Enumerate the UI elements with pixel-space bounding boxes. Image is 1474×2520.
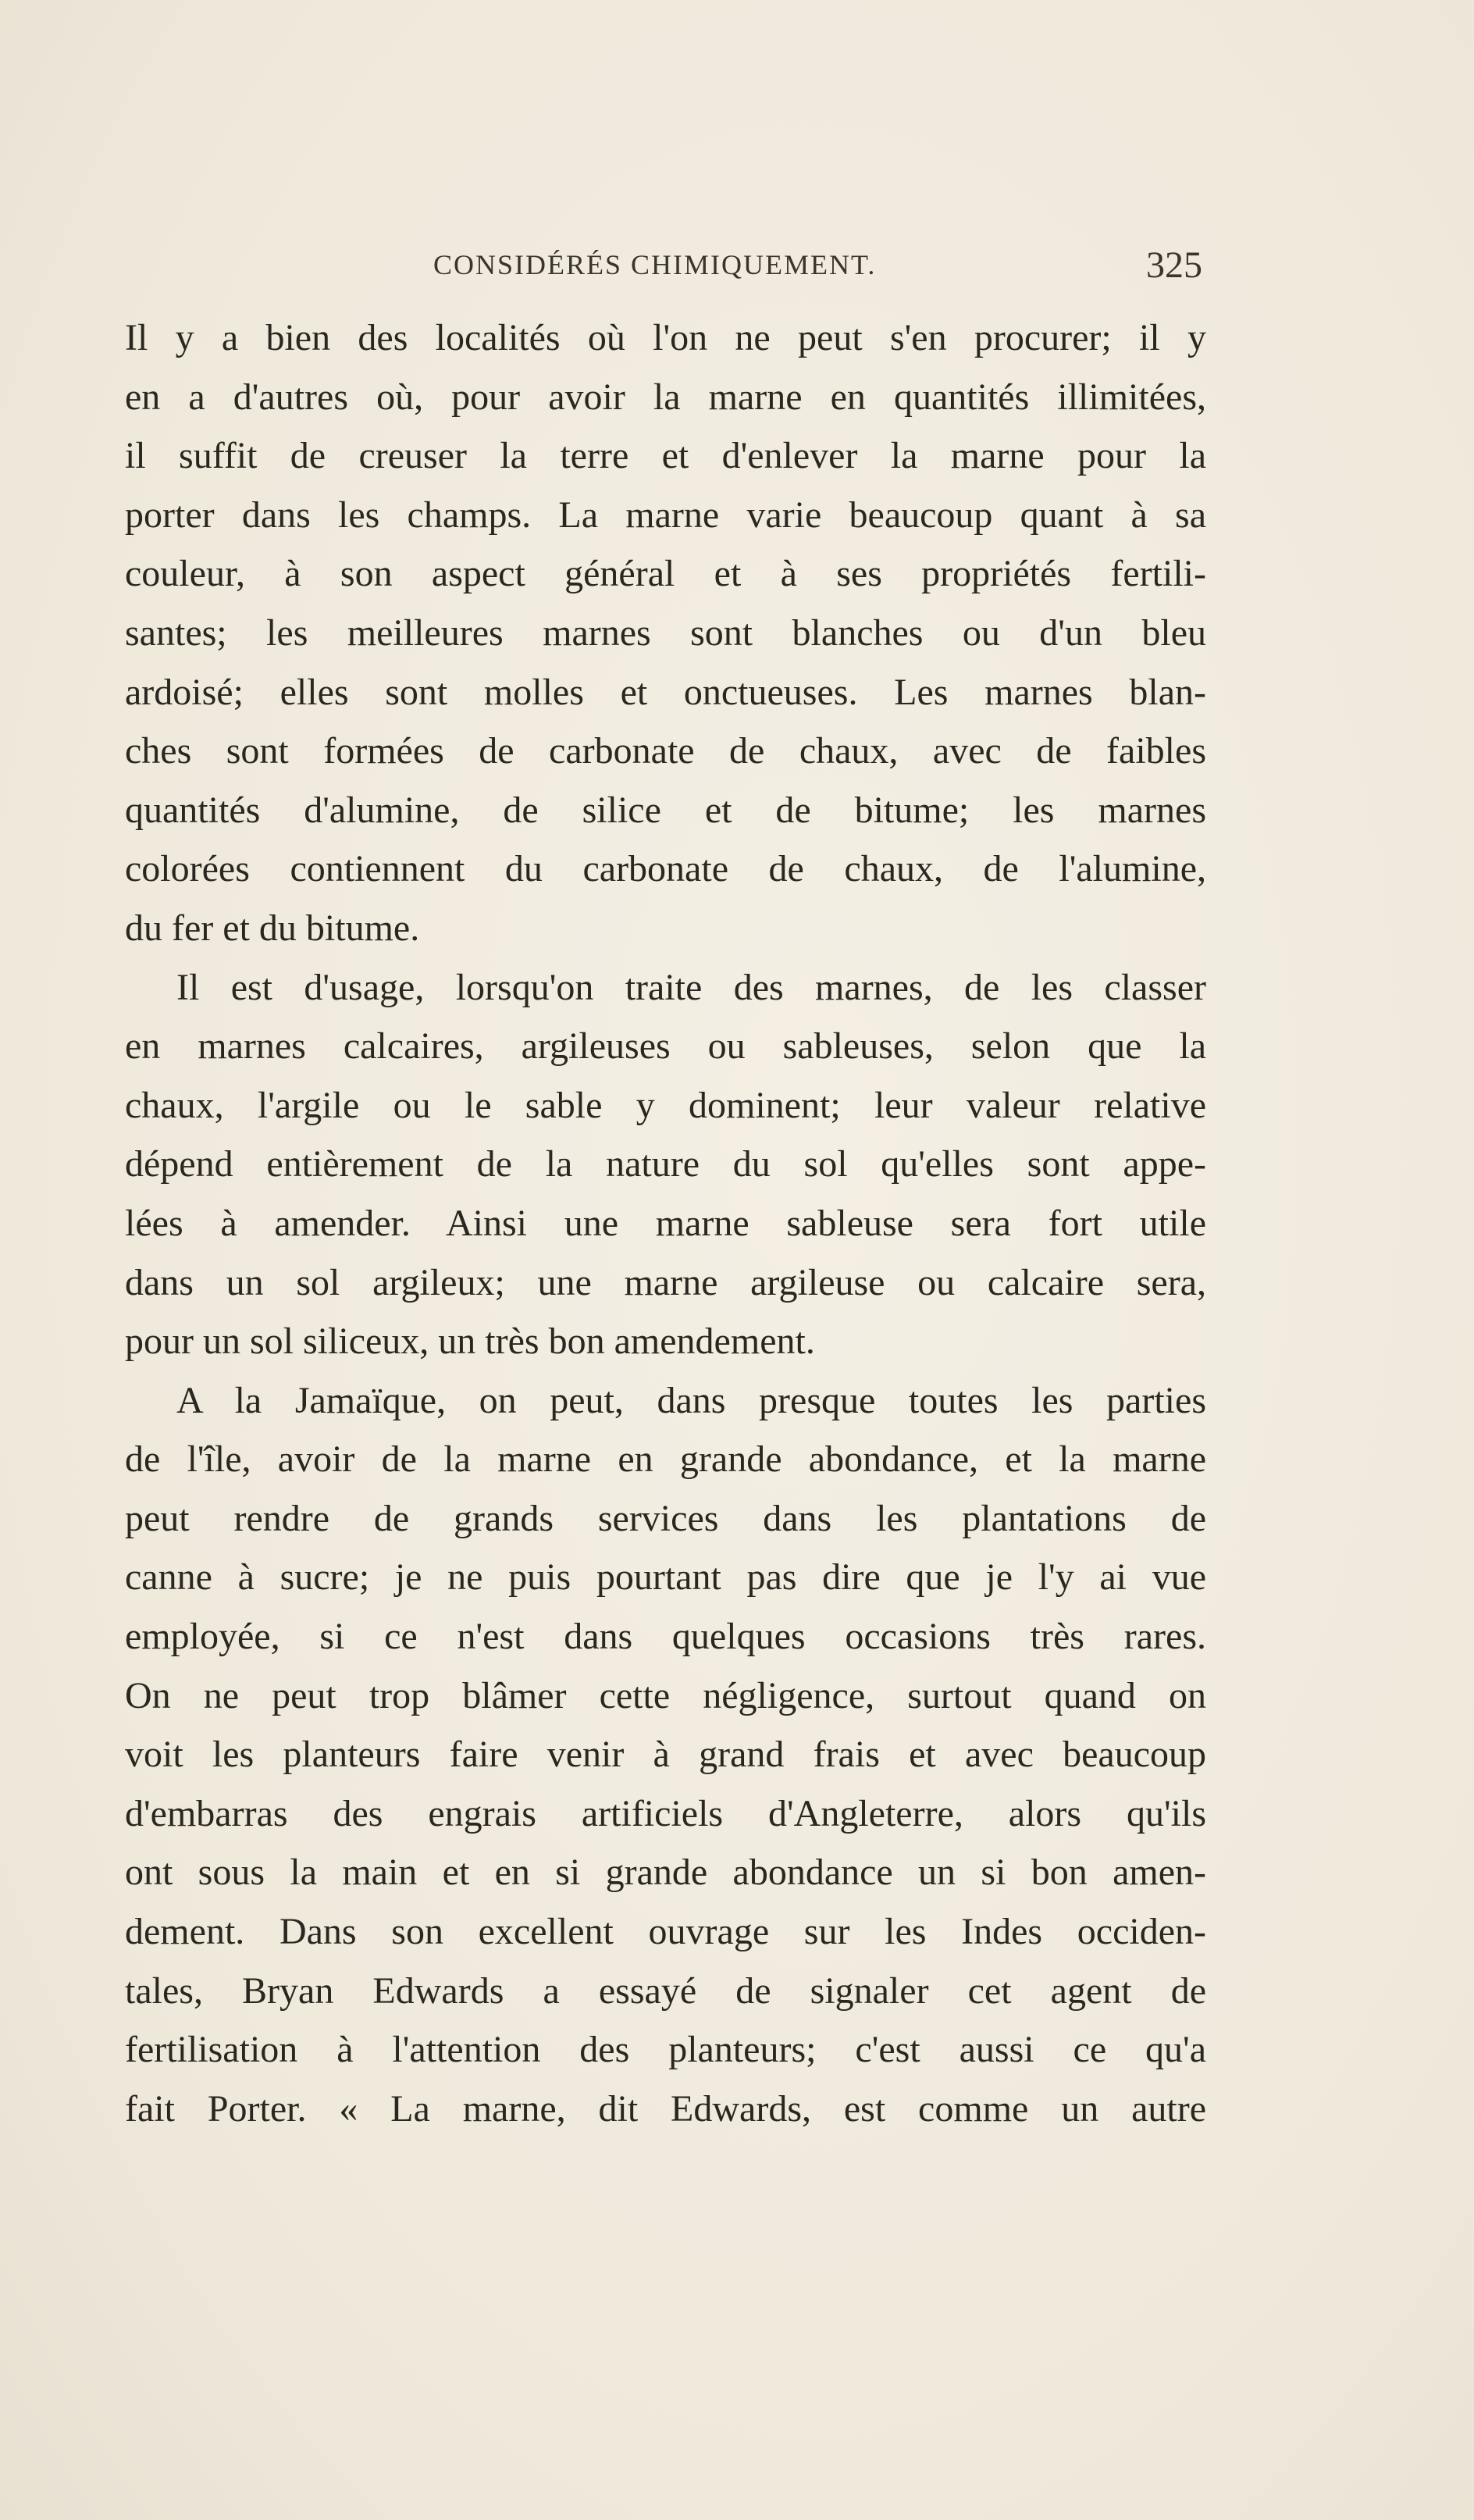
text-line: tales, Bryan Edwards a essayé de signaler cet agent de bbox=[125, 1969, 1206, 2012]
text-line: en a d'autres où, pour avoir la marne en quantités illimitées, bbox=[125, 376, 1206, 418]
text-line: porter dans les champs. La marne varie beaucoup quant à sa bbox=[125, 494, 1206, 536]
text-line: il suffit de creuser la terre et d'enlever la marne pour la bbox=[125, 435, 1206, 477]
text-line: quantités d'alumine, de silice et de bitume; les marnes bbox=[125, 789, 1206, 831]
running-header bbox=[125, 244, 1202, 295]
text-line: dans un sol argileux; une marne argileuse ou calcaire sera, bbox=[125, 1261, 1206, 1303]
text-line: Il y a bien des localités où l'on ne peut s'en procurer; il y bbox=[125, 317, 1206, 358]
text-line: voit les planteurs faire venir à grand frais et avec beaucoup bbox=[125, 1734, 1206, 1776]
text-line: en marnes calcaires, argileuses ou sableuses, selon que la bbox=[125, 1025, 1206, 1068]
running-title: CONSIDÉRÉS CHIMIQUEMENT. bbox=[433, 249, 877, 280]
text-line: peut rendre de grands services dans les plantations de bbox=[125, 1497, 1206, 1539]
text-line: fait Porter. « La marne, dit Edwards, est comme un autre bbox=[125, 2087, 1206, 2130]
text-line: lées à amender. Ainsi une marne sableuse sera fort utile bbox=[125, 1202, 1206, 1244]
text-line: d'embarras des engrais artificiels d'Angleterre, alors qu'ils bbox=[125, 1792, 1206, 1834]
text-line: employée, si ce n'est dans quelques occasions très rares. bbox=[125, 1616, 1206, 1658]
text-line: chaux, l'argile ou le sable y dominent; leur valeur relative bbox=[125, 1084, 1206, 1126]
text-line: dement. Dans son excellent ouvrage sur les Indes occiden- bbox=[125, 1911, 1206, 1953]
text-line: ches sont formées de carbonate de chaux, avec de faibles bbox=[125, 730, 1206, 772]
text-line: colorées contiennent du carbonate de chaux, de l'alumine, bbox=[125, 848, 1206, 890]
text-line: canne à sucre; je ne puis pourtant pas dire que je l'y ai vue bbox=[125, 1556, 1206, 1599]
paragraph-first-line: A la Jamaïque, on peut, dans presque toutes les parties bbox=[176, 1379, 1206, 1421]
text-line: de l'île, avoir de la marne en grande abondance, et la marne bbox=[125, 1438, 1206, 1481]
text-line: dépend entièrement de la nature du sol qu'elles sont appe- bbox=[125, 1143, 1206, 1185]
text-line: fertilisation à l'attention des planteurs; c'est aussi ce qu'a bbox=[125, 2029, 1206, 2071]
paragraph-last-line: pour un sol siliceux, un très bon amendement. bbox=[125, 1321, 815, 1363]
page-number: 325 bbox=[1146, 244, 1202, 286]
body-text bbox=[125, 308, 1206, 2138]
text-line: couleur, à son aspect général et à ses propriétés fertili- bbox=[125, 553, 1206, 595]
text-line: ont sous la main et en si grande abondance un si bon amen- bbox=[125, 1852, 1206, 1894]
text-line: ardoisé; elles sont molles et onctueuses. Les marnes blan- bbox=[125, 671, 1206, 713]
text-line: On ne peut trop blâmer cette négligence, surtout quand on bbox=[125, 1674, 1206, 1716]
text-line: santes; les meilleures marnes sont blanches ou d'un bleu bbox=[125, 611, 1206, 654]
paragraph-last-line: du fer et du bitume. bbox=[125, 907, 420, 949]
paragraph-first-line: Il est d'usage, lorsqu'on traite des marnes, de les classer bbox=[176, 966, 1206, 1008]
